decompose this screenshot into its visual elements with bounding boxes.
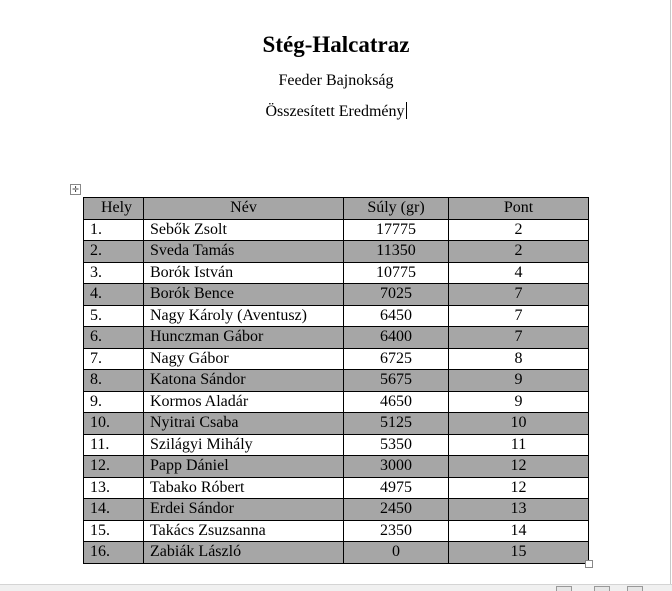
cell-suly: 4650 (344, 391, 449, 413)
cell-suly: 6725 (344, 348, 449, 370)
cell-pont: 14 (449, 520, 589, 542)
cell-pont: 2 (449, 219, 589, 241)
cell-hely: 13. (84, 477, 144, 499)
document-subtitle: Feeder Bajnokság (278, 72, 394, 89)
cell-nev: Erdei Sándor (144, 499, 344, 521)
cell-suly: 2350 (344, 520, 449, 542)
cell-pont: 9 (449, 370, 589, 392)
cell-hely: 7. (84, 348, 144, 370)
cell-pont: 11 (449, 434, 589, 456)
header-nev: Név (144, 198, 344, 220)
header-hely: Hely (84, 198, 144, 220)
cell-pont: 12 (449, 456, 589, 478)
cell-suly: 0 (344, 542, 449, 564)
cell-hely: 8. (84, 370, 144, 392)
web-layout-icon[interactable] (627, 586, 643, 591)
cell-hely: 12. (84, 456, 144, 478)
cell-nev: Nagy Károly (Aventusz) (144, 305, 344, 327)
cell-pont: 4 (449, 262, 589, 284)
cell-pont: 9 (449, 391, 589, 413)
read-mode-icon[interactable] (556, 586, 572, 591)
table-resize-handle[interactable] (585, 560, 593, 568)
table-row (84, 305, 589, 327)
cell-nev: Sebők Zsolt (144, 219, 344, 241)
cell-nev: Sveda Tamás (144, 241, 344, 263)
document-title: Stég-Halcatraz (262, 32, 410, 57)
cell-nev: Borók Bence (144, 284, 344, 306)
cell-nev: Nyitrai Csaba (144, 413, 344, 435)
table-row (84, 456, 589, 478)
cell-suly: 6400 (344, 327, 449, 349)
cell-hely: 9. (84, 391, 144, 413)
table-row (84, 370, 589, 392)
table-row (84, 542, 589, 564)
table-row (84, 262, 589, 284)
document-subtitle-2-text: Összesített Eredmény (265, 103, 405, 120)
cell-hely: 3. (84, 262, 144, 284)
results-table (83, 197, 589, 564)
cell-hely: 11. (84, 434, 144, 456)
cell-hely: 15. (84, 520, 144, 542)
cell-pont: 7 (449, 327, 589, 349)
table-row (84, 391, 589, 413)
cell-suly: 5675 (344, 370, 449, 392)
cell-nev: Zabiák László (144, 542, 344, 564)
cell-suly: 11350 (344, 241, 449, 263)
header-pont: Pont (449, 198, 589, 220)
cell-nev: Borók István (144, 262, 344, 284)
cell-pont: 12 (449, 477, 589, 499)
table-row (84, 434, 589, 456)
table-header-row (84, 198, 589, 220)
cell-nev: Takács Zsuzsanna (144, 520, 344, 542)
cell-hely: 2. (84, 241, 144, 263)
cell-nev: Szilágyi Mihály (144, 434, 344, 456)
table-row (84, 348, 589, 370)
cell-nev: Tabako Róbert (144, 477, 344, 499)
cell-nev: Hunczman Gábor (144, 327, 344, 349)
cell-hely: 1. (84, 219, 144, 241)
text-cursor (406, 102, 407, 119)
cell-nev: Kormos Aladár (144, 391, 344, 413)
cell-hely: 14. (84, 499, 144, 521)
cell-pont: 13 (449, 499, 589, 521)
cell-suly: 2450 (344, 499, 449, 521)
table-row (84, 327, 589, 349)
cell-nev: Nagy Gábor (144, 348, 344, 370)
table-row (84, 499, 589, 521)
cell-pont: 2 (449, 241, 589, 263)
table-row (84, 477, 589, 499)
cell-suly: 6450 (344, 305, 449, 327)
table-row (84, 219, 589, 241)
cell-suly: 5350 (344, 434, 449, 456)
cell-pont: 7 (449, 284, 589, 306)
cell-pont: 7 (449, 305, 589, 327)
cell-pont: 8 (449, 348, 589, 370)
cell-suly: 5125 (344, 413, 449, 435)
cell-hely: 16. (84, 542, 144, 564)
cell-suly: 10775 (344, 262, 449, 284)
cell-hely: 5. (84, 305, 144, 327)
cell-nev: Katona Sándor (144, 370, 344, 392)
cell-hely: 10. (84, 413, 144, 435)
header-suly: Súly (gr) (344, 198, 449, 220)
cell-suly: 3000 (344, 456, 449, 478)
document-subtitle-2 (0, 102, 672, 122)
cell-suly: 7025 (344, 284, 449, 306)
table-row (84, 520, 589, 542)
cell-suly: 17775 (344, 219, 449, 241)
table-row (84, 284, 589, 306)
cell-hely: 6. (84, 327, 144, 349)
print-layout-icon[interactable] (594, 586, 610, 591)
table-row (84, 241, 589, 263)
cell-hely: 4. (84, 284, 144, 306)
cell-pont: 10 (449, 413, 589, 435)
cell-nev: Papp Dániel (144, 456, 344, 478)
cell-suly: 4975 (344, 477, 449, 499)
cell-pont: 15 (449, 542, 589, 564)
table-move-handle-icon[interactable]: ✛ (70, 184, 81, 195)
table-row (84, 413, 589, 435)
